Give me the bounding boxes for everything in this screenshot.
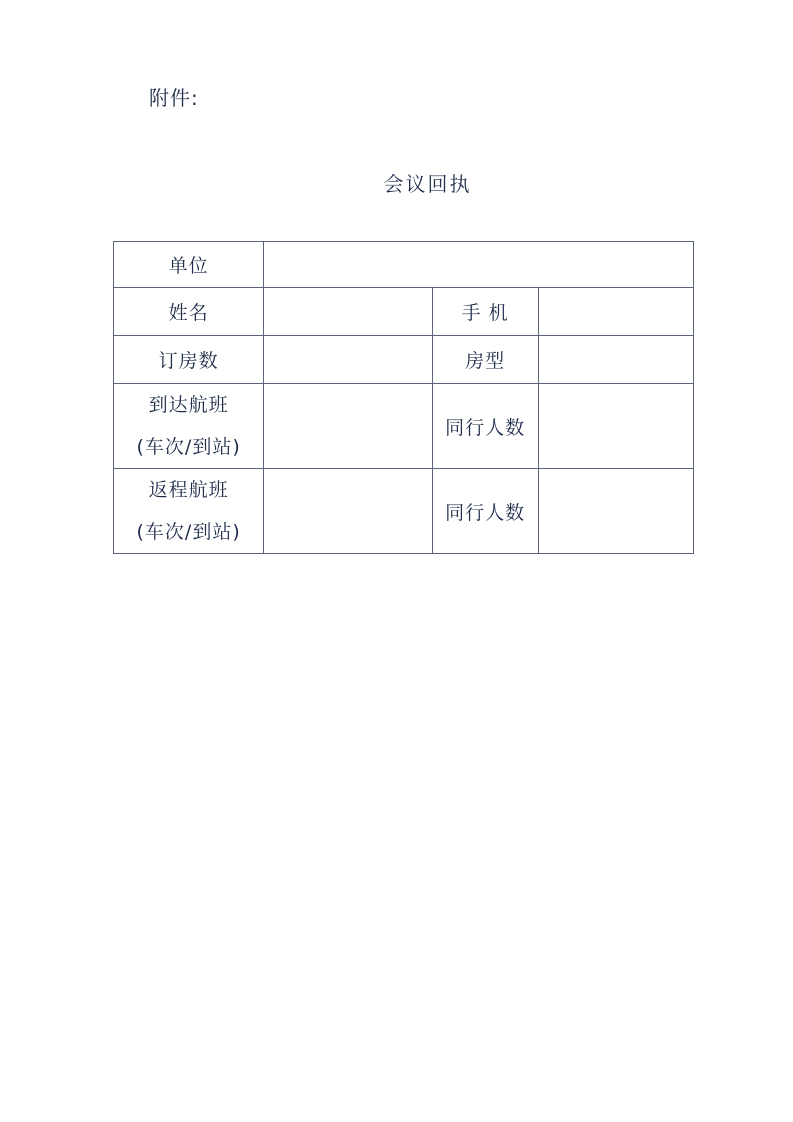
phone-label-text: 手 机: [461, 302, 509, 324]
companions-label-arrival: 同行人数: [432, 384, 538, 469]
name-label: 姓名: [114, 288, 264, 336]
unit-field[interactable]: [264, 242, 694, 288]
unit-label: 单位: [114, 242, 264, 288]
arrival-label: [114, 384, 264, 469]
row-arrival: [114, 384, 694, 469]
companions-label-return: 同行人数: [432, 469, 538, 554]
companions-field-return[interactable]: [538, 469, 693, 554]
room-type-label: 房型: [432, 336, 538, 384]
attachment-label: 附件:: [149, 86, 199, 110]
booking-field[interactable]: [264, 336, 432, 384]
room-type-field[interactable]: [538, 336, 693, 384]
return-label-line2: (车次/到站): [136, 521, 241, 543]
arrival-label-line2: (车次/到站): [136, 436, 241, 458]
row-unit: [114, 242, 694, 288]
name-field[interactable]: [264, 288, 432, 336]
document-title: 会议回执: [383, 172, 472, 196]
receipt-form-table: [113, 241, 694, 554]
arrival-label-line1: 到达航班: [148, 394, 229, 416]
arrival-field[interactable]: [264, 384, 432, 469]
phone-label: [432, 288, 538, 336]
phone-field[interactable]: [538, 288, 693, 336]
booking-label: 订房数: [114, 336, 264, 384]
row-booking: [114, 336, 694, 384]
row-name: [114, 288, 694, 336]
row-return: [114, 469, 694, 554]
return-field[interactable]: [264, 469, 432, 554]
companions-field-arrival[interactable]: [538, 384, 693, 469]
return-label: [114, 469, 264, 554]
return-label-line1: 返程航班: [148, 479, 229, 501]
